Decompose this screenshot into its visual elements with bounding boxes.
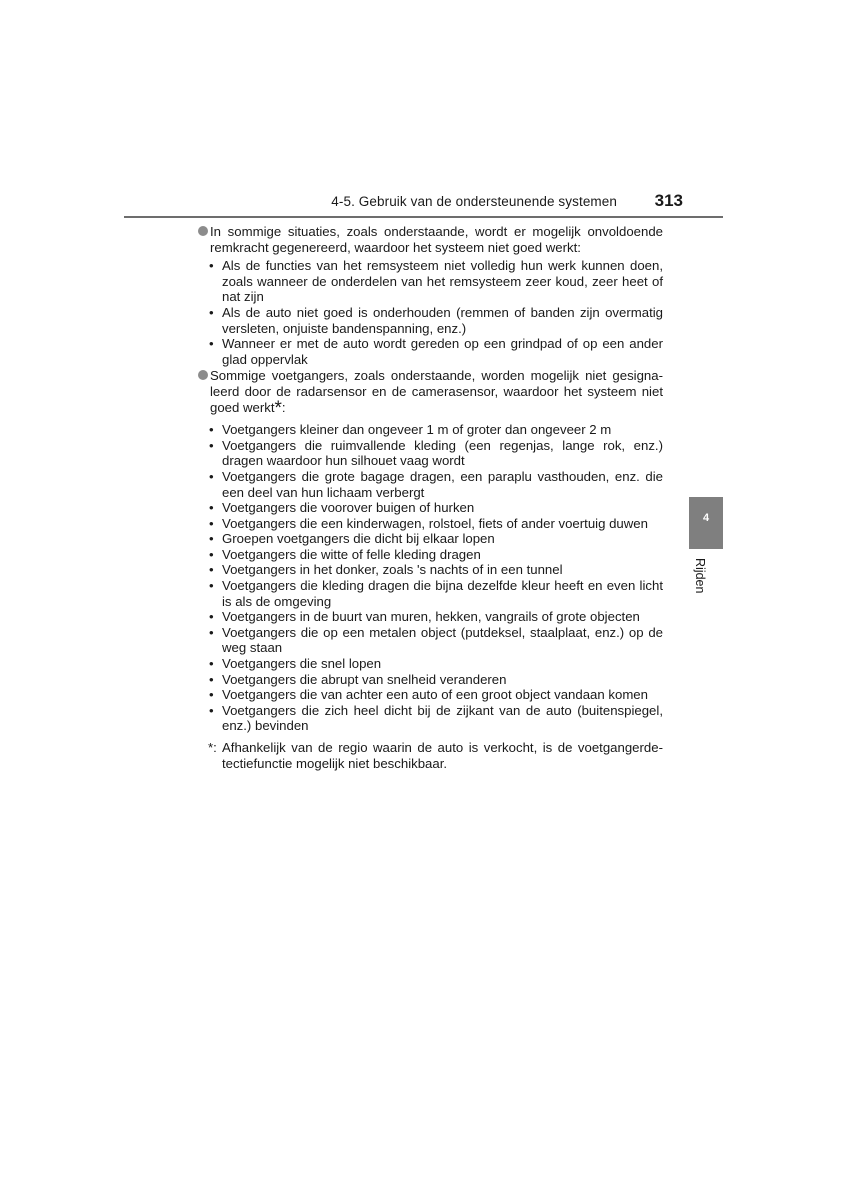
bullet-small-icon: • bbox=[209, 336, 214, 352]
bullet-small-icon: • bbox=[209, 702, 214, 718]
footnote-text: Afhankelijk van de regio waarin de auto is verkocht, is de voetgangerdetectiefunctie mogelijk niet beschikbaar. bbox=[222, 740, 663, 771]
list-item: • Voetgangers die witte of felle kleding dragen bbox=[209, 546, 481, 562]
bullet-small-icon: • bbox=[209, 531, 214, 547]
chapter-label: Rijden bbox=[693, 558, 707, 594]
list-item: • Groepen voetgangers die dicht bij elkaar lopen bbox=[209, 531, 495, 547]
bullet-small-icon: • bbox=[209, 687, 214, 703]
chapter-thumb-tab bbox=[689, 497, 723, 549]
footnote-mark: *: bbox=[208, 740, 217, 755]
bullet-small-icon: • bbox=[209, 624, 214, 640]
list-item: • Voetgangers die grote bagage dragen, een paraplu vasthouden, enz. die een deel van hun lichaam verbergt bbox=[209, 468, 663, 500]
list-item: • Voetgangers die voorover buigen of hurken bbox=[209, 500, 475, 516]
footnote bbox=[197, 740, 663, 771]
list-item: • Voetgangers die snel lopen bbox=[209, 656, 382, 672]
bullet-colon: : bbox=[281, 399, 286, 415]
pedestrian-conditions-list bbox=[197, 422, 663, 734]
bullet-small-icon: • bbox=[209, 304, 214, 320]
footnote-star: * bbox=[274, 397, 282, 419]
braking-conditions-list bbox=[197, 258, 663, 367]
bullet-dot-icon bbox=[198, 226, 208, 236]
bullet-dot-icon bbox=[198, 370, 208, 380]
list-item: • Voetgangers in de buurt van muren, hekken, vangrails of grote objecten bbox=[209, 609, 640, 625]
page-content bbox=[197, 224, 663, 771]
list-item: • Voetgangers die op een metalen object (putdeksel, staalplaat, enz.) op de weg staan bbox=[209, 624, 663, 656]
bullet-small-icon: • bbox=[209, 656, 214, 672]
bullet-small-icon: • bbox=[209, 422, 214, 438]
list-item: • Voetgangers die zich heel dicht bij de zijkant van de auto (buitenspiegel, enz.) bevinden bbox=[209, 702, 663, 734]
list-item: • Als de auto niet goed is onderhouden (remmen of banden zijn overmatig versleten, onjuiste bandenspanning, enz.) bbox=[209, 304, 663, 336]
bullet-small-icon: • bbox=[209, 562, 214, 578]
bullet-braking-force bbox=[197, 224, 663, 255]
bullet-small-icon: • bbox=[209, 437, 214, 453]
list-item: • Als de functies van het remsysteem niet volledig hun werk kunnen doen, zoals wanneer de onderdelen van het remsysteem zeer koud, zeer heet of nat zijn bbox=[209, 258, 663, 305]
bullet-small-icon: • bbox=[209, 258, 214, 274]
list-item: • Voetgangers die van achter een auto of een groot object vandaan komen bbox=[209, 687, 648, 703]
bullet-small-icon: • bbox=[209, 546, 214, 562]
page-number: 313 bbox=[654, 191, 683, 210]
page-header bbox=[124, 190, 723, 218]
bullet-small-icon: • bbox=[209, 468, 214, 484]
list-item: • Voetgangers die abrupt van snelheid veranderen bbox=[209, 671, 507, 687]
list-item: • Voetgangers kleiner dan ongeveer 1 m of groter dan ongeveer 2 m bbox=[209, 422, 612, 438]
bullet-small-icon: • bbox=[209, 578, 214, 594]
bullet-small-icon: • bbox=[209, 500, 214, 516]
chapter-number: 4 bbox=[702, 512, 710, 524]
bullet-small-icon: • bbox=[209, 671, 214, 687]
bullet-text: Sommige voetgangers, zoals onderstaande, worden mogelijk niet gesignaleerd door de radarsensor en de camerasensor, waardoor het systeem niet goed werkt bbox=[210, 368, 663, 415]
bullet-small-icon: • bbox=[209, 609, 214, 625]
list-item: • Wanneer er met de auto wordt gereden op een grindpad of op een ander glad oppervlak bbox=[209, 336, 663, 367]
list-item: • Voetgangers die een kinderwagen, rolstoel, fiets of ander voertuig duwen bbox=[209, 515, 648, 531]
bullet-text: In sommige situaties, zoals onderstaande, wordt er mogelijk onvoldoende remkracht gegenereerd, waardoor het systeem niet goed werkt: bbox=[210, 224, 663, 255]
list-item: • Voetgangers in het donker, zoals 's nachts of in een tunnel bbox=[209, 562, 563, 578]
section-title: 4-5. Gebruik van de ondersteunende systemen bbox=[331, 194, 617, 209]
list-item: • Voetgangers die kleding dragen die bijna dezelfde kleur heeft en even licht is als de omgeving bbox=[209, 578, 663, 609]
bullet-small-icon: • bbox=[209, 515, 214, 531]
bullet-pedestrians bbox=[197, 368, 663, 419]
list-item: • Voetgangers die ruimvallende kleding (een regenjas, lange rok, enz.) dragen waardoor hun silhouet vaag wordt bbox=[209, 437, 663, 469]
